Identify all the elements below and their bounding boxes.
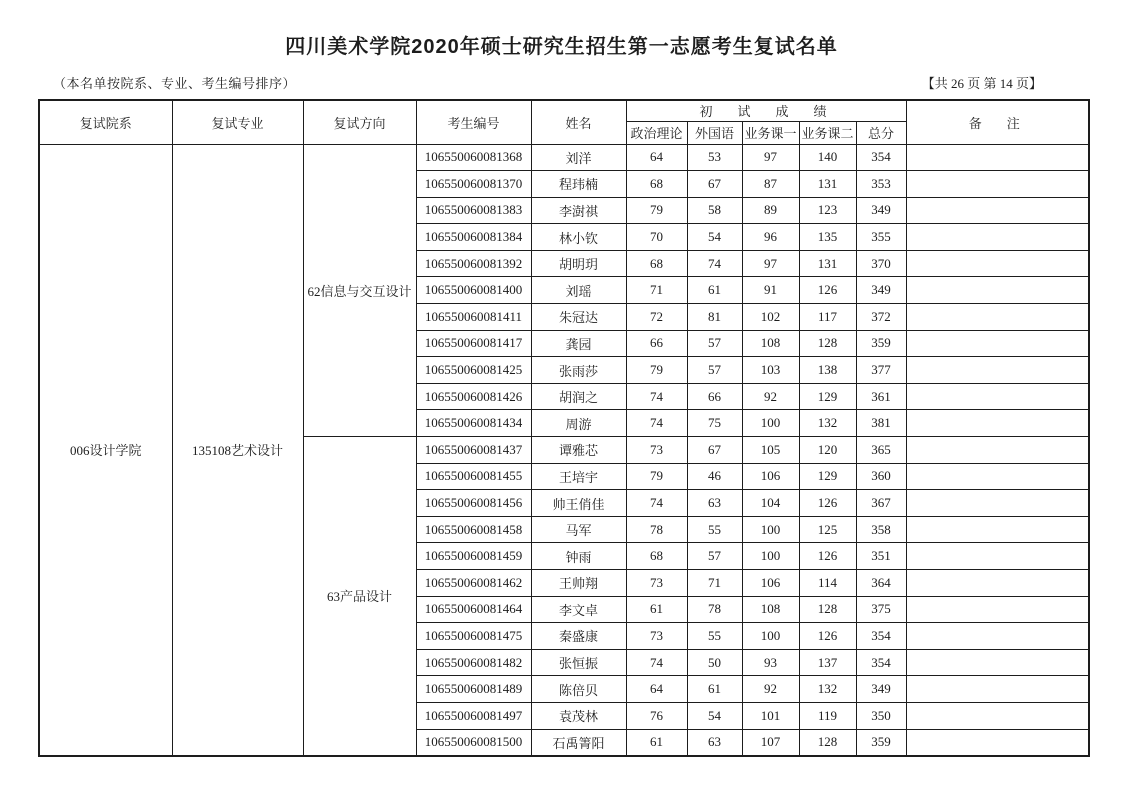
header-remark: 备 注 [906, 100, 1089, 144]
cell-name: 林小钦 [531, 224, 626, 251]
cell-total: 355 [856, 224, 906, 251]
cell-politics: 70 [626, 224, 687, 251]
cell-course2: 131 [799, 250, 856, 277]
cell-politics: 73 [626, 623, 687, 650]
cell-course1: 105 [742, 437, 799, 464]
cell-name: 张恒振 [531, 649, 626, 676]
cell-remark [906, 729, 1089, 756]
cell-name: 胡润之 [531, 383, 626, 410]
header-department: 复试院系 [39, 100, 172, 144]
cell-remark [906, 463, 1089, 490]
cell-name: 袁茂林 [531, 702, 626, 729]
cell-course2: 126 [799, 490, 856, 517]
cell-candidate-id: 106550060081475 [416, 623, 531, 650]
cell-course2: 129 [799, 463, 856, 490]
cell-foreign: 78 [687, 596, 742, 623]
cell-foreign: 57 [687, 543, 742, 570]
cell-foreign: 54 [687, 702, 742, 729]
cell-total: 349 [856, 277, 906, 304]
cell-major: 135108艺术设计 [172, 144, 303, 756]
cell-course1: 87 [742, 171, 799, 198]
cell-course1: 92 [742, 383, 799, 410]
header-politics: 政治理论 [626, 121, 687, 144]
cell-total: 354 [856, 144, 906, 171]
cell-foreign: 63 [687, 729, 742, 756]
cell-total: 360 [856, 463, 906, 490]
cell-name: 周游 [531, 410, 626, 437]
header-total: 总分 [856, 121, 906, 144]
cell-foreign: 57 [687, 357, 742, 384]
cell-foreign: 74 [687, 250, 742, 277]
cell-politics: 72 [626, 304, 687, 331]
cell-foreign: 75 [687, 410, 742, 437]
cell-foreign: 61 [687, 277, 742, 304]
meta-row [38, 73, 1088, 92]
cell-politics: 71 [626, 277, 687, 304]
cell-total: 354 [856, 649, 906, 676]
cell-remark [906, 543, 1089, 570]
header-course1: 业务课一 [742, 121, 799, 144]
header-name: 姓名 [531, 100, 626, 144]
cell-candidate-id: 106550060081462 [416, 570, 531, 597]
cell-foreign: 58 [687, 197, 742, 224]
cell-candidate-id: 106550060081384 [416, 224, 531, 251]
header-initial-scores: 初 试 成 绩 [626, 100, 906, 121]
cell-remark [906, 277, 1089, 304]
cell-politics: 73 [626, 437, 687, 464]
cell-remark [906, 490, 1089, 517]
cell-foreign: 46 [687, 463, 742, 490]
cell-course2: 131 [799, 171, 856, 198]
cell-name: 秦盛康 [531, 623, 626, 650]
cell-course1: 97 [742, 250, 799, 277]
cell-remark [906, 410, 1089, 437]
cell-total: 358 [856, 516, 906, 543]
cell-candidate-id: 106550060081434 [416, 410, 531, 437]
cell-candidate-id: 106550060081482 [416, 649, 531, 676]
cell-politics: 74 [626, 649, 687, 676]
cell-name: 陈倍贝 [531, 676, 626, 703]
cell-name: 王帅翔 [531, 570, 626, 597]
cell-remark [906, 304, 1089, 331]
cell-course2: 128 [799, 330, 856, 357]
cell-total: 361 [856, 383, 906, 410]
cell-remark [906, 570, 1089, 597]
cell-candidate-id: 106550060081437 [416, 437, 531, 464]
cell-politics: 64 [626, 144, 687, 171]
cell-remark [906, 676, 1089, 703]
cell-remark [906, 197, 1089, 224]
cell-course1: 100 [742, 516, 799, 543]
cell-remark [906, 224, 1089, 251]
cell-course2: 128 [799, 729, 856, 756]
cell-foreign: 57 [687, 330, 742, 357]
cell-name: 李文卓 [531, 596, 626, 623]
cell-course2: 129 [799, 383, 856, 410]
cell-politics: 64 [626, 676, 687, 703]
cell-course2: 126 [799, 543, 856, 570]
cell-total: 381 [856, 410, 906, 437]
cell-foreign: 63 [687, 490, 742, 517]
cell-course2: 117 [799, 304, 856, 331]
cell-total: 353 [856, 171, 906, 198]
cell-remark [906, 437, 1089, 464]
cell-foreign: 50 [687, 649, 742, 676]
cell-total: 372 [856, 304, 906, 331]
cell-name: 程玮楠 [531, 171, 626, 198]
cell-total: 375 [856, 596, 906, 623]
cell-foreign: 55 [687, 516, 742, 543]
cell-course2: 132 [799, 410, 856, 437]
cell-politics: 74 [626, 490, 687, 517]
cell-course1: 101 [742, 702, 799, 729]
cell-politics: 68 [626, 250, 687, 277]
cell-course1: 93 [742, 649, 799, 676]
cell-course1: 100 [742, 623, 799, 650]
cell-department: 006设计学院 [39, 144, 172, 756]
cell-foreign: 67 [687, 171, 742, 198]
cell-politics: 79 [626, 197, 687, 224]
cell-candidate-id: 106550060081458 [416, 516, 531, 543]
cell-direction: 63产品设计 [303, 437, 416, 756]
cell-remark [906, 171, 1089, 198]
page-indicator: 【共 26 页 第 14 页】 [921, 76, 1042, 91]
cell-remark [906, 250, 1089, 277]
cell-politics: 74 [626, 383, 687, 410]
cell-name: 龚园 [531, 330, 626, 357]
cell-course2: 140 [799, 144, 856, 171]
cell-foreign: 71 [687, 570, 742, 597]
cell-politics: 74 [626, 410, 687, 437]
cell-name: 帅王俏佳 [531, 490, 626, 517]
cell-name: 王培宇 [531, 463, 626, 490]
cell-name: 钟雨 [531, 543, 626, 570]
cell-course1: 102 [742, 304, 799, 331]
cell-candidate-id: 106550060081456 [416, 490, 531, 517]
cell-course2: 135 [799, 224, 856, 251]
cell-candidate-id: 106550060081370 [416, 171, 531, 198]
cell-name: 朱冠达 [531, 304, 626, 331]
cell-candidate-id: 106550060081455 [416, 463, 531, 490]
cell-course2: 126 [799, 623, 856, 650]
table-header [39, 100, 1089, 144]
cell-course1: 106 [742, 463, 799, 490]
header-direction: 复试方向 [303, 100, 416, 144]
cell-course1: 106 [742, 570, 799, 597]
cell-candidate-id: 106550060081426 [416, 383, 531, 410]
cell-candidate-id: 106550060081464 [416, 596, 531, 623]
cell-total: 351 [856, 543, 906, 570]
cell-candidate-id: 106550060081411 [416, 304, 531, 331]
cell-name: 刘洋 [531, 144, 626, 171]
cell-course2: 132 [799, 676, 856, 703]
cell-politics: 79 [626, 357, 687, 384]
cell-candidate-id: 106550060081417 [416, 330, 531, 357]
cell-course2: 126 [799, 277, 856, 304]
cell-politics: 78 [626, 516, 687, 543]
header-foreign-language: 外国语 [687, 121, 742, 144]
cell-foreign: 61 [687, 676, 742, 703]
cell-course1: 89 [742, 197, 799, 224]
cell-remark [906, 144, 1089, 171]
cell-direction: 62信息与交互设计 [303, 144, 416, 437]
cell-foreign: 53 [687, 144, 742, 171]
cell-remark [906, 357, 1089, 384]
cell-name: 张雨莎 [531, 357, 626, 384]
cell-total: 377 [856, 357, 906, 384]
cell-politics: 61 [626, 729, 687, 756]
cell-course1: 97 [742, 144, 799, 171]
header-candidate-id: 考生编号 [416, 100, 531, 144]
cell-course2: 123 [799, 197, 856, 224]
cell-course2: 137 [799, 649, 856, 676]
cell-name: 谭雅芯 [531, 437, 626, 464]
cell-total: 349 [856, 197, 906, 224]
cell-total: 365 [856, 437, 906, 464]
cell-politics: 79 [626, 463, 687, 490]
cell-name: 李澍祺 [531, 197, 626, 224]
cell-course1: 100 [742, 543, 799, 570]
cell-remark [906, 649, 1089, 676]
cell-remark [906, 383, 1089, 410]
header-row-1 [39, 100, 1089, 121]
cell-course1: 108 [742, 330, 799, 357]
cell-name: 马军 [531, 516, 626, 543]
cell-remark [906, 516, 1089, 543]
cell-politics: 73 [626, 570, 687, 597]
cell-candidate-id: 106550060081383 [416, 197, 531, 224]
sort-note: （本名单按院系、专业、考生编号排序） [53, 76, 297, 91]
cell-course1: 104 [742, 490, 799, 517]
cell-candidate-id: 106550060081489 [416, 676, 531, 703]
cell-candidate-id: 106550060081425 [416, 357, 531, 384]
cell-name: 石禹箐阳 [531, 729, 626, 756]
cell-course1: 100 [742, 410, 799, 437]
table-row [39, 144, 1089, 171]
cell-course1: 107 [742, 729, 799, 756]
cell-course2: 119 [799, 702, 856, 729]
cell-total: 359 [856, 729, 906, 756]
cell-total: 350 [856, 702, 906, 729]
cell-foreign: 67 [687, 437, 742, 464]
cell-candidate-id: 106550060081459 [416, 543, 531, 570]
cell-course2: 138 [799, 357, 856, 384]
page-title: 四川美术学院2020年硕士研究生招生第一志愿考生复试名单 [285, 36, 838, 58]
cell-remark [906, 596, 1089, 623]
cell-course2: 120 [799, 437, 856, 464]
cell-politics: 66 [626, 330, 687, 357]
cell-course2: 128 [799, 596, 856, 623]
cell-foreign: 66 [687, 383, 742, 410]
cell-candidate-id: 106550060081497 [416, 702, 531, 729]
cell-course1: 103 [742, 357, 799, 384]
header-major: 复试专业 [172, 100, 303, 144]
cell-course1: 91 [742, 277, 799, 304]
cell-foreign: 81 [687, 304, 742, 331]
cell-course2: 125 [799, 516, 856, 543]
table-body [39, 144, 1089, 756]
cell-total: 370 [856, 250, 906, 277]
cell-politics: 68 [626, 543, 687, 570]
cell-politics: 76 [626, 702, 687, 729]
cell-total: 349 [856, 676, 906, 703]
header-course2: 业务课二 [799, 121, 856, 144]
cell-total: 359 [856, 330, 906, 357]
cell-total: 354 [856, 623, 906, 650]
cell-candidate-id: 106550060081392 [416, 250, 531, 277]
cell-politics: 61 [626, 596, 687, 623]
cell-candidate-id: 106550060081500 [416, 729, 531, 756]
cell-name: 刘瑶 [531, 277, 626, 304]
candidates-table [38, 99, 1090, 757]
cell-candidate-id: 106550060081400 [416, 277, 531, 304]
cell-course2: 114 [799, 570, 856, 597]
cell-total: 367 [856, 490, 906, 517]
cell-remark [906, 623, 1089, 650]
cell-politics: 68 [626, 171, 687, 198]
cell-name: 胡明玥 [531, 250, 626, 277]
cell-foreign: 55 [687, 623, 742, 650]
cell-course1: 108 [742, 596, 799, 623]
cell-total: 364 [856, 570, 906, 597]
cell-remark [906, 702, 1089, 729]
cell-course1: 96 [742, 224, 799, 251]
cell-course1: 92 [742, 676, 799, 703]
cell-foreign: 54 [687, 224, 742, 251]
cell-candidate-id: 106550060081368 [416, 144, 531, 171]
cell-remark [906, 330, 1089, 357]
